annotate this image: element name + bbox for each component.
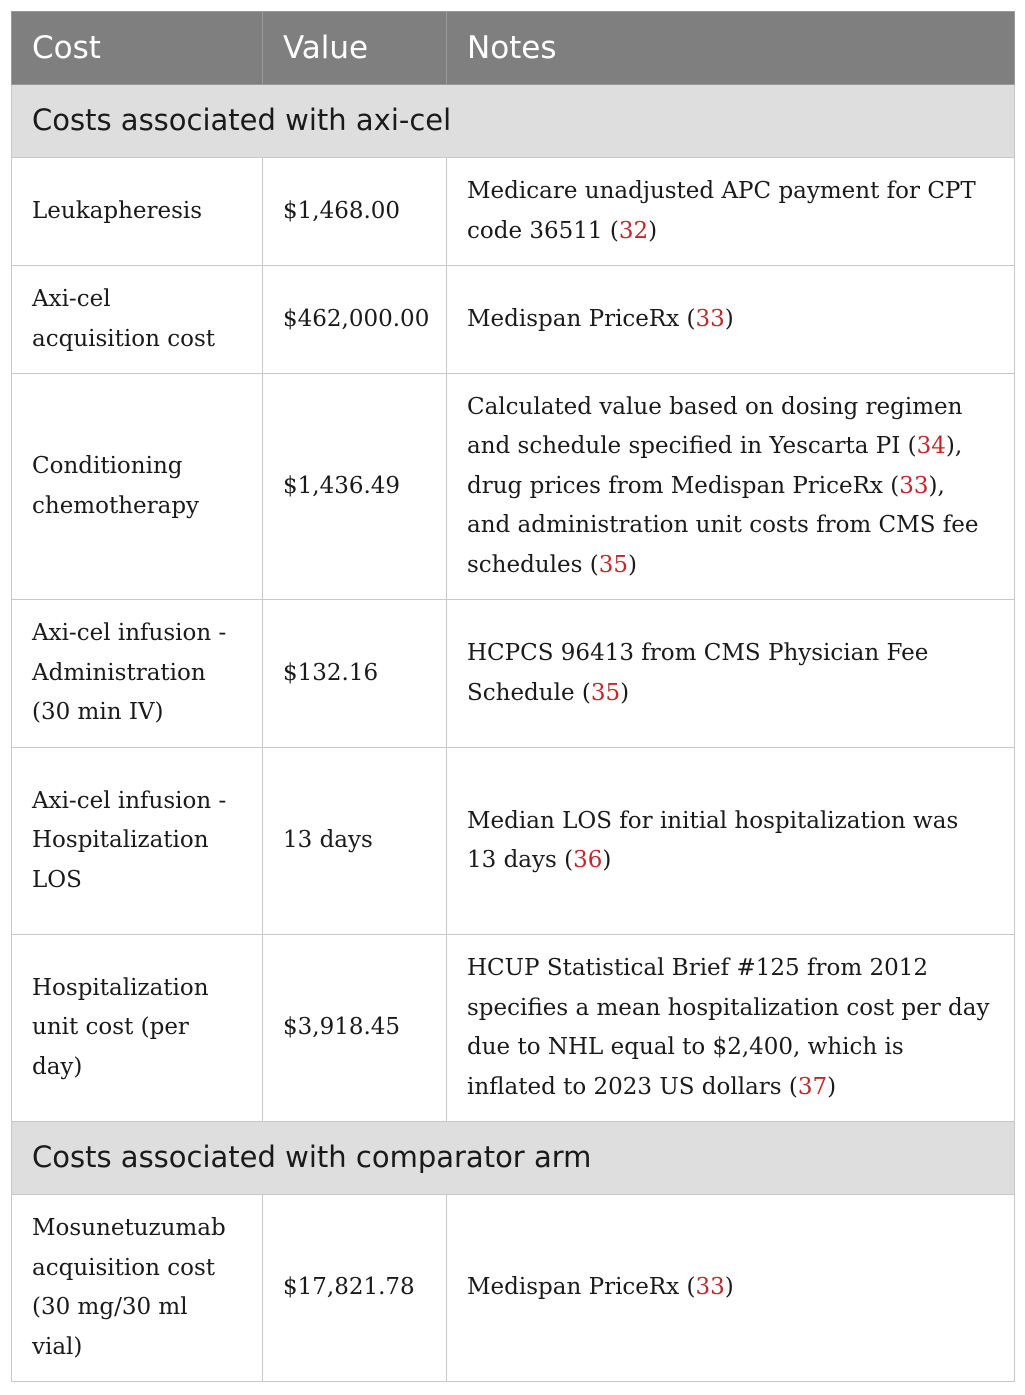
cost-cell: Leukapheresis: [12, 158, 263, 266]
notes-text: HCPCS 96413 from CMS Physician Fee Schedule (: [467, 640, 929, 706]
reference-link[interactable]: 34: [916, 433, 946, 460]
table-row: [12, 266, 1015, 374]
reference-link[interactable]: 35: [590, 679, 621, 706]
notes-text: ): [627, 551, 637, 578]
notes-cell: [447, 266, 1015, 374]
section-row-axi-cel: [12, 85, 1015, 158]
notes-cell: [447, 1195, 1015, 1382]
cost-cell: Axi-cel infusion - Administration (30 min IV): [12, 600, 263, 748]
notes-text: ): [648, 217, 658, 244]
reference-link[interactable]: 37: [797, 1073, 828, 1100]
value-cell: $132.16: [263, 600, 447, 748]
table-row: [12, 935, 1015, 1122]
notes-cell: [447, 374, 1015, 600]
cost-cell: Axi-cel infusion - Hospitalization LOS: [12, 748, 263, 935]
reference-link[interactable]: 33: [695, 305, 725, 332]
cost-cell: Hospitalization unit cost (per day): [12, 935, 263, 1122]
section-row-comparator: [12, 1122, 1015, 1195]
table-row: [12, 374, 1015, 600]
header-notes: Notes: [447, 12, 1015, 85]
notes-text: HCUP Statistical Brief #125 from 2012 specifies a mean hospitalization cost per day due to NHL equal to $2,400, which is inflated to 2023 US dollars (: [467, 955, 990, 1100]
reference-link[interactable]: 35: [598, 551, 628, 578]
notes-cell: [447, 600, 1015, 748]
table-row: [12, 600, 1015, 748]
reference-link[interactable]: 36: [573, 847, 603, 873]
notes-cell: [447, 158, 1015, 266]
header-value: Value: [263, 12, 447, 85]
cost-cell: Axi-cel acquisition cost: [12, 266, 263, 374]
reference-link[interactable]: 32: [618, 217, 649, 244]
notes-text: ), and administration unit costs from CMS fee schedules (: [467, 472, 979, 578]
value-cell: $17,821.78: [263, 1195, 447, 1382]
notes-text: Medispan PriceRx (: [467, 1274, 696, 1301]
reference-link[interactable]: 33: [695, 1274, 725, 1301]
section-title: Costs associated with comparator arm: [12, 1122, 1015, 1195]
cost-table: [11, 11, 1015, 1382]
notes-text: Calculated value based on dosing regimen and schedule specified in Yescarta PI (: [467, 393, 963, 460]
notes-cell: [447, 748, 1015, 935]
header-cost: Cost: [12, 12, 263, 85]
value-cell: 13 days: [263, 748, 447, 935]
table-row: [12, 748, 1015, 935]
value-cell: $1,468.00: [263, 158, 447, 266]
notes-text: ): [827, 1073, 837, 1100]
notes-text: ): [602, 847, 612, 873]
cost-cell: Mosunetuzumab acquisition cost (30 mg/30 ml vial): [12, 1195, 263, 1382]
notes-text: ): [724, 1274, 734, 1301]
notes-cell: [447, 935, 1015, 1122]
notes-text: ): [620, 679, 630, 706]
reference-link[interactable]: 33: [899, 472, 929, 499]
notes-text: Medispan PriceRx (: [467, 305, 696, 332]
cost-cell: Conditioning chemotherapy: [12, 374, 263, 600]
value-cell: $3,918.45: [263, 935, 447, 1122]
notes-text: Medicare unadjusted APC payment for CPT code 36511 (: [467, 178, 976, 244]
header-row: [12, 12, 1015, 85]
value-cell: $1,436.49: [263, 374, 447, 600]
section-title: Costs associated with axi-cel: [12, 85, 1015, 158]
value-cell: $462,000.00: [263, 266, 447, 374]
table-row: [12, 1195, 1015, 1382]
notes-text: Median LOS for initial hospitalization was 13 days (: [467, 807, 959, 873]
notes-text: ): [724, 305, 734, 332]
notes-text: ), drug prices from Medispan PriceRx (: [467, 433, 963, 499]
table-row: [12, 158, 1015, 266]
